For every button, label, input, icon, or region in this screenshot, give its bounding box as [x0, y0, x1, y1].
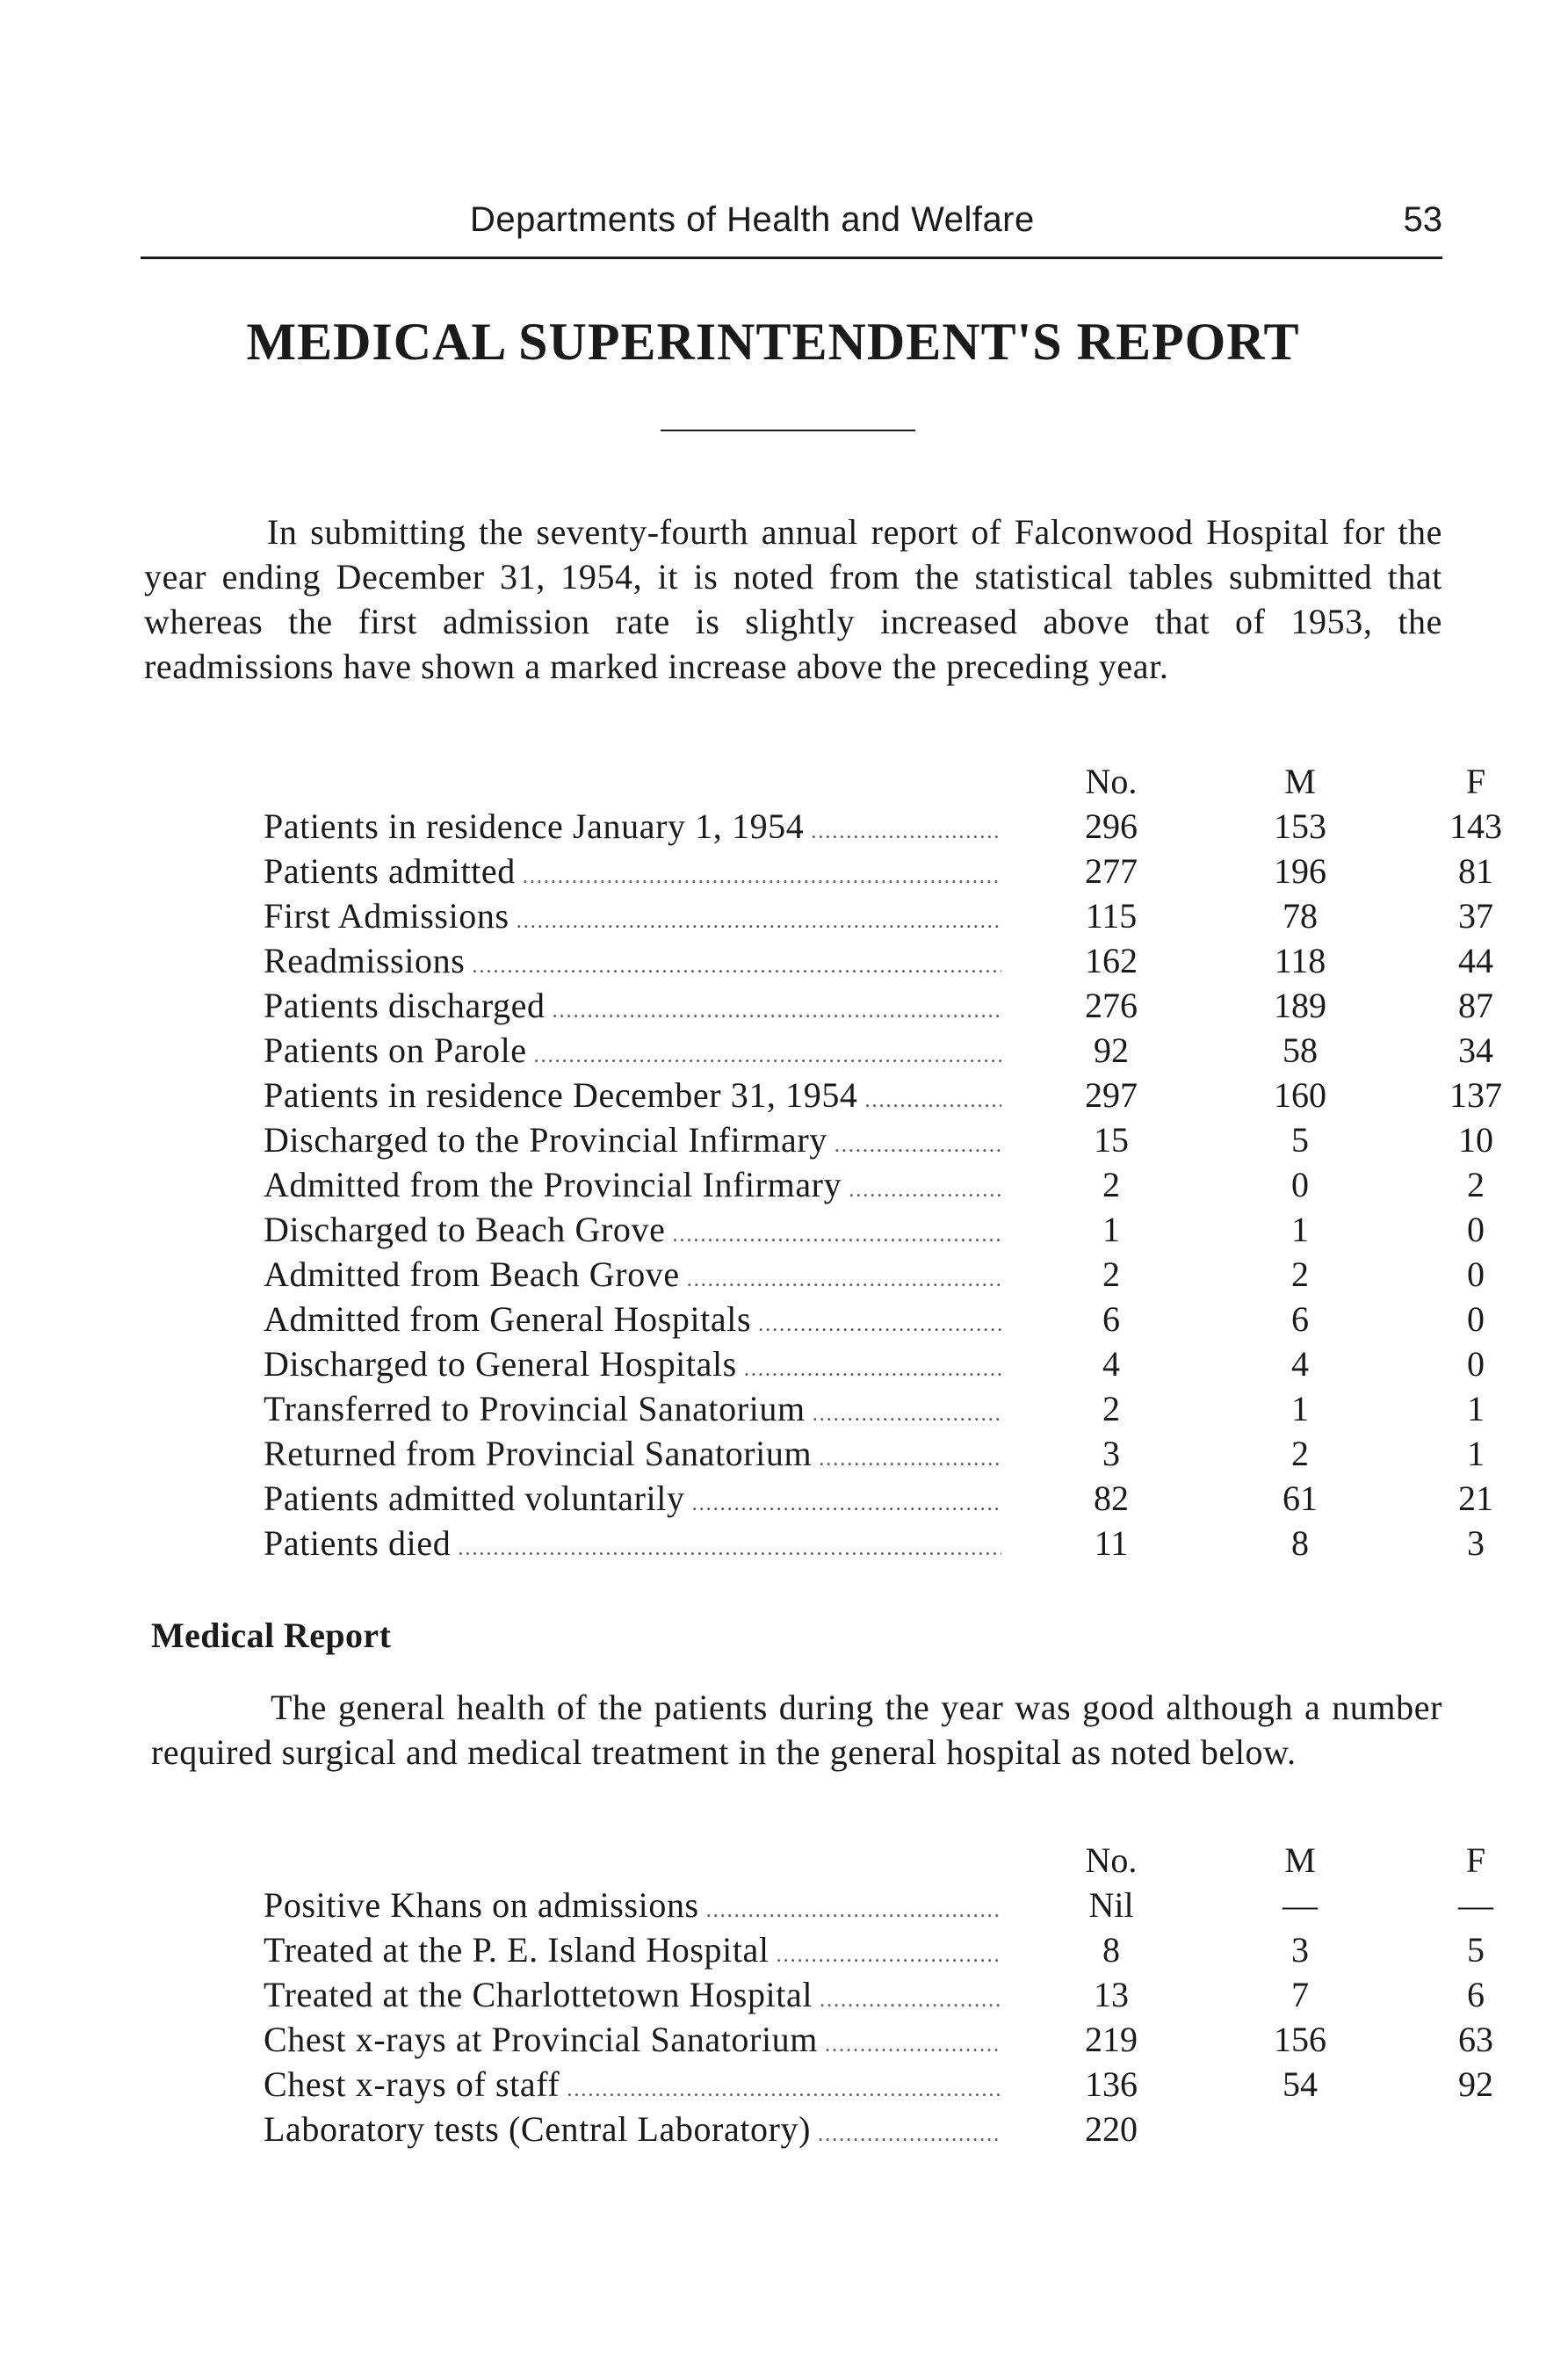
row-value-f: 81: [1458, 851, 1493, 891]
row-label: Patients died .....: [264, 1522, 1001, 1564]
row-value-f: —: [1458, 1885, 1493, 1925]
table-row: [264, 1388, 1485, 1433]
table-row: [264, 2019, 1493, 2064]
row-value-m: 1: [1291, 1210, 1309, 1249]
row-label: Readmissions .....: [264, 940, 1001, 981]
table-row: [264, 1164, 1485, 1209]
row-value-f: 63: [1458, 2020, 1493, 2059]
row-value-no: 2: [1102, 1165, 1120, 1204]
row-value-f: 137: [1449, 1075, 1502, 1115]
row-value-f: 92: [1458, 2064, 1493, 2104]
row-value-f: 1: [1467, 1389, 1485, 1428]
column-header-m: M: [1284, 762, 1316, 801]
row-value-m: 2: [1291, 1254, 1309, 1294]
row-value-no: 2: [1102, 1389, 1120, 1428]
row-value-no: 297: [1085, 1075, 1138, 1115]
row-value-no: 3: [1102, 1434, 1120, 1473]
row-value-f: 44: [1458, 941, 1493, 980]
row-label: Admitted from the Provincial Infirmary .....: [264, 1164, 1001, 1205]
row-value-m: 153: [1274, 806, 1326, 846]
row-value-m: 189: [1274, 986, 1326, 1025]
row-value-no: 296: [1085, 806, 1138, 846]
row-label: Chest x-rays at Provincial Sanatorium .....: [264, 2019, 1001, 2060]
table-row: [264, 895, 1493, 940]
column-header-f: F: [1465, 762, 1486, 801]
row-value-f: 6: [1467, 1975, 1485, 2014]
intro-paragraph-text: In submitting the seventy-fourth annual report of Falconwood Hospital for the year ending December 31, 1954, it is noted from the statistical tables submitted that whereas the first admission rate is slightly increased above that of 1953, the readmissions have shown a marked increase above the preceding year.: [144, 512, 1442, 686]
row-label: Transferred to Provincial Sanatorium .....: [264, 1388, 1001, 1429]
row-value-m: 156: [1274, 2020, 1326, 2059]
row-value-no: 219: [1085, 2020, 1138, 2059]
row-value-no: 92: [1094, 1030, 1129, 1070]
medical-report-paragraph-text: The general health of the patients during the year was good although a number required surgical and medical treatment in the general hospital as noted below.: [151, 1688, 1442, 1772]
table-row: [264, 985, 1493, 1030]
row-value-f: 0: [1467, 1210, 1485, 1249]
row-label: Patients discharged .....: [264, 985, 1001, 1026]
row-label: Treated at the P. E. Island Hospital .....: [264, 1929, 1001, 1970]
row-label: Patients admitted voluntarily .....: [264, 1478, 1001, 1519]
row-label: First Admissions .....: [264, 895, 1001, 936]
row-value-no: 2: [1102, 1254, 1120, 1294]
table-row: [264, 1522, 1485, 1567]
row-label: Laboratory tests (Central Laboratory) .....: [264, 2108, 1001, 2150]
row-value-m: 1: [1291, 1389, 1309, 1428]
row-value-m: 2: [1291, 1434, 1309, 1473]
row-value-no: 115: [1085, 896, 1138, 936]
table-row: [264, 1119, 1493, 1164]
intro-paragraph: [144, 510, 1442, 689]
table-header-row: [264, 1840, 1486, 1884]
header-rule: [141, 257, 1442, 259]
row-value-m: —: [1283, 1885, 1318, 1925]
row-value-m: 5: [1291, 1120, 1309, 1160]
row-label: Patients in residence December 31, 1954 .....: [264, 1074, 1001, 1116]
table-row: [264, 1974, 1485, 2019]
column-header-no: No.: [1085, 1840, 1138, 1880]
row-value-f: 2: [1467, 1165, 1485, 1204]
running-header: [141, 200, 1442, 249]
column-header-no: No.: [1085, 762, 1138, 801]
table-row: [264, 940, 1493, 985]
row-label: Patients in residence January 1, 1954 .....: [264, 806, 1001, 847]
table-row: [264, 1074, 1502, 1119]
row-value-no: 136: [1085, 2064, 1138, 2104]
row-value-m: 4: [1291, 1344, 1309, 1384]
table-header-row: [264, 761, 1486, 806]
medical-report-paragraph: [151, 1685, 1442, 1775]
table-row: [264, 1884, 1493, 1929]
row-value-m: 0: [1291, 1165, 1309, 1204]
table-row: [264, 1478, 1493, 1522]
row-label: Discharged to the Provincial Infirmary .....: [264, 1119, 1001, 1160]
table-row: [264, 2108, 1458, 2153]
row-value-f: 37: [1458, 896, 1493, 936]
row-value-m: 160: [1274, 1075, 1326, 1115]
row-value-m: 61: [1283, 1478, 1318, 1518]
row-value-m: 6: [1291, 1299, 1309, 1339]
row-value-no: 11: [1094, 1523, 1129, 1563]
row-value-no: 13: [1094, 1975, 1129, 2014]
row-label: Discharged to Beach Grove .....: [264, 1209, 1001, 1250]
table-row: [264, 1254, 1485, 1298]
row-value-no: Nil: [1088, 1885, 1134, 1925]
row-value-m: 3: [1291, 1930, 1309, 1970]
row-value-m: 78: [1283, 896, 1318, 936]
row-value-f: 34: [1458, 1030, 1493, 1070]
row-value-m: 118: [1274, 941, 1326, 980]
row-value-f: 5: [1467, 1930, 1485, 1970]
row-value-f: 0: [1467, 1254, 1485, 1294]
row-value-f: 3: [1467, 1523, 1485, 1563]
table-row: [264, 1209, 1485, 1254]
row-value-no: 4: [1102, 1344, 1120, 1384]
title-rule: [661, 430, 915, 431]
row-value-f: 1: [1467, 1434, 1485, 1473]
running-title: Departments of Health and Welfare: [470, 200, 1035, 239]
table-row: [264, 1343, 1485, 1388]
column-header-m: M: [1284, 1840, 1316, 1880]
medical-report-heading: Medical Report: [151, 1616, 392, 1655]
patient-statistics-table: [264, 761, 1502, 1567]
row-value-f: 87: [1458, 986, 1493, 1025]
table-row: [264, 1929, 1485, 1974]
row-value-no: 8: [1102, 1930, 1120, 1970]
row-value-m: 8: [1291, 1523, 1309, 1563]
row-value-m: 196: [1274, 851, 1326, 891]
row-value-f: 0: [1467, 1299, 1485, 1339]
row-label: Returned from Provincial Sanatorium .....: [264, 1433, 1001, 1474]
row-label: Patients on Parole .....: [264, 1030, 1001, 1071]
table-row: [264, 1030, 1493, 1074]
row-label: Patients admitted .....: [264, 850, 1001, 892]
row-label: Treated at the Charlottetown Hospital .....: [264, 1974, 1001, 2015]
row-value-m: 7: [1291, 1975, 1309, 2014]
row-value-no: 276: [1085, 986, 1138, 1025]
row-value-no: 220: [1085, 2109, 1138, 2149]
row-label: Chest x-rays of staff .....: [264, 2064, 1001, 2105]
table-row: [264, 850, 1493, 895]
row-value-no: 1: [1102, 1210, 1120, 1249]
row-value-m: 54: [1283, 2064, 1318, 2104]
row-label: Admitted from Beach Grove .....: [264, 1254, 1001, 1295]
medical-treatment-table: [264, 1840, 1493, 2153]
table-row: [264, 2064, 1493, 2108]
row-label: Discharged to General Hospitals .....: [264, 1343, 1001, 1384]
row-value-no: 277: [1085, 851, 1138, 891]
page-number: 53: [1403, 200, 1442, 239]
row-value-no: 15: [1094, 1120, 1129, 1160]
row-value-no: 162: [1085, 941, 1138, 980]
row-value-f: 0: [1467, 1344, 1485, 1384]
page-title: MEDICAL SUPERINTENDENT'S REPORT: [246, 313, 1300, 371]
table-row: [264, 806, 1502, 850]
row-value-m: 58: [1283, 1030, 1318, 1070]
table-row: [264, 1298, 1485, 1343]
row-value-no: 82: [1094, 1478, 1129, 1518]
table-row: [264, 1433, 1485, 1478]
row-label: Positive Khans on admissions .....: [264, 1884, 1001, 1926]
row-value-f: 21: [1458, 1478, 1493, 1518]
row-label: Admitted from General Hospitals .....: [264, 1298, 1001, 1340]
row-value-f: 143: [1449, 806, 1502, 846]
column-header-f: F: [1465, 1840, 1486, 1880]
row-value-f: 10: [1458, 1120, 1493, 1160]
row-value-no: 6: [1102, 1299, 1120, 1339]
